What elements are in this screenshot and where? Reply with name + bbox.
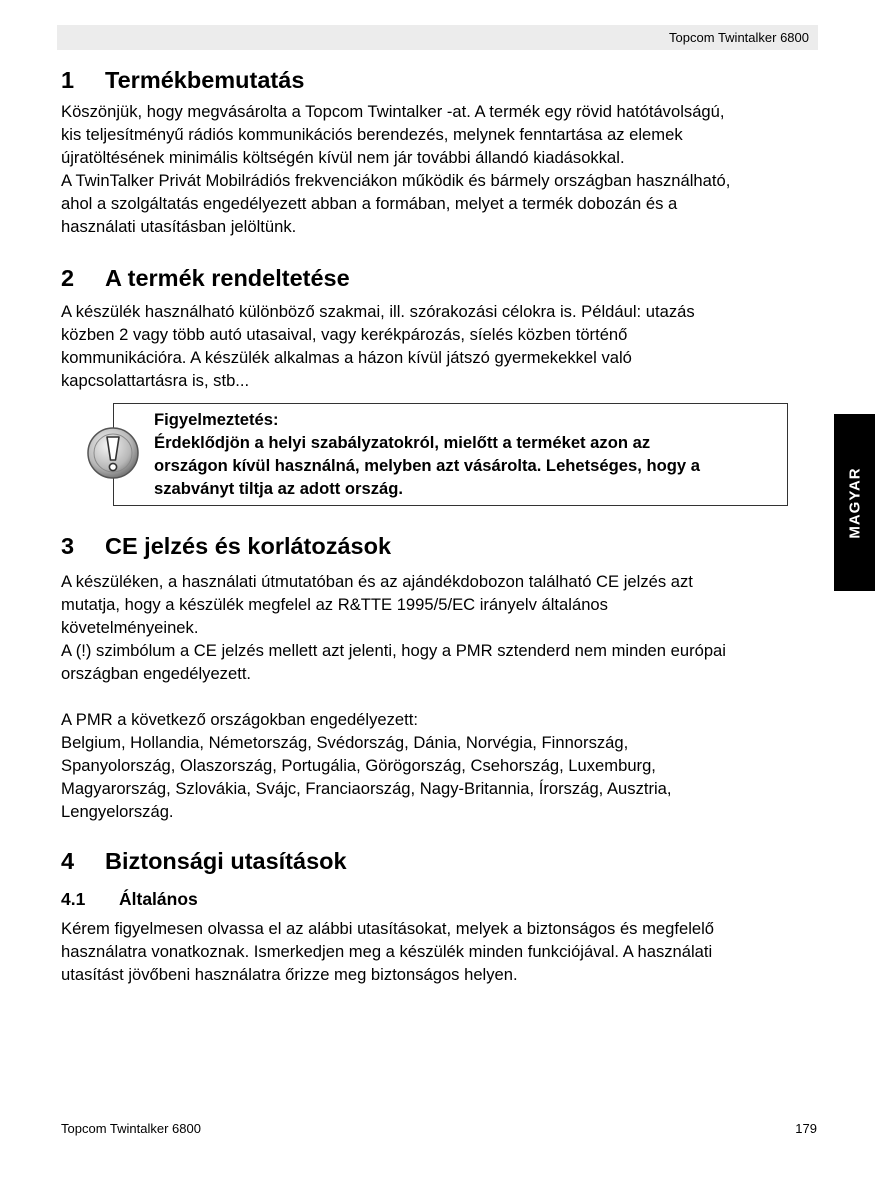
text-line: kapcsolattartásra is, stb... — [61, 371, 250, 390]
text-line: kommunikációra. A készülék alkalmas a házon kívül játszó gyermekekkel való — [61, 348, 632, 367]
section-title: CE jelzés és korlátozások — [105, 533, 392, 559]
text-line: Köszönjük, hogy megvásárolta a Topcom Twintalker -at. A termék egy rövid hatótávolságú, — [61, 102, 725, 121]
page-number: 179 — [795, 1121, 817, 1136]
exclamation-icon — [86, 426, 140, 480]
section-number: 3 — [61, 533, 75, 559]
text-line: utasítást jövőbeni használatra őrizze meg biztonságos helyen. — [61, 965, 518, 984]
section-2-body — [61, 300, 818, 392]
section-1-body — [61, 100, 818, 238]
warning-box — [113, 403, 788, 506]
section-number: 2 — [61, 265, 75, 291]
section-title: Általános — [119, 889, 198, 909]
language-tab-label: MAGYAR — [846, 466, 863, 539]
text-line: közben 2 vagy több autó utasaival, vagy kerékpározás, síelés közben történő — [61, 325, 628, 344]
page-header — [57, 25, 818, 50]
text-line: A TwinTalker Privát Mobilrádiós frekvenciákon működik és bármely országban használható, — [61, 171, 731, 190]
footer-product-name: Topcom Twintalker 6800 — [61, 1121, 201, 1136]
text-line: A PMR a következő országokban engedélyezett: — [61, 710, 418, 729]
section-3-country-list — [61, 708, 818, 823]
text-line: Kérem figyelmesen olvassa el az alábbi utasításokat, melyek a biztonságos és megfelelő — [61, 919, 715, 938]
section-number: 4 — [61, 848, 75, 874]
text-line: Magyarország, Szlovákia, Svájc, Franciaország, Nagy-Britannia, Írország, Ausztria, — [61, 779, 672, 798]
section-3-heading — [61, 532, 818, 560]
text-line: ahol a szolgáltatás engedélyezett abban a formában, melyet a termék dobozán és a — [61, 194, 678, 213]
section-1-heading — [61, 66, 818, 94]
section-title: Termékbemutatás — [105, 67, 305, 93]
text-line: Érdeklődjön a helyi szabályzatokról, mielőtt a terméket azon az — [154, 433, 651, 452]
text-line: használati utasításban jelöltünk. — [61, 217, 297, 236]
text-line: újratöltésének minimális költségén kívül nem jár további állandó kiadásokkal. — [61, 148, 625, 167]
section-4-heading — [61, 847, 818, 875]
section-title: Biztonsági utasítások — [105, 848, 347, 874]
section-2-heading — [61, 264, 818, 292]
text-line: Spanyolország, Olaszország, Portugália, Görögország, Csehország, Luxemburg, — [61, 756, 656, 775]
warning-text — [154, 408, 779, 500]
text-line: használatra vonatkoznak. Ismerkedjen meg a készülék minden funkciójával. A használati — [61, 942, 713, 961]
warning-title: Figyelmeztetés: — [154, 410, 279, 429]
text-line: mutatja, hogy a készülék megfelel az R&TTE 1995/5/EC irányelv általános — [61, 595, 608, 614]
text-line: Belgium, Hollandia, Németország, Svédország, Dánia, Norvégia, Finnország, — [61, 733, 629, 752]
text-line: A készülék használható különböző szakmai, ill. szórakozási célokra is. Például: utazás — [61, 302, 695, 321]
page-content — [61, 66, 818, 986]
text-line: szabványt tiltja az adott ország. — [154, 479, 403, 498]
language-tab — [834, 414, 875, 591]
section-3-body — [61, 570, 818, 685]
section-number: 1 — [61, 67, 75, 93]
text-line: országban engedélyezett. — [61, 664, 252, 683]
subsection-4-1-heading — [61, 888, 818, 910]
text-line: követelményeinek. — [61, 618, 199, 637]
header-product-name: Topcom Twintalker 6800 — [669, 30, 809, 45]
text-line: A (!) szimbólum a CE jelzés mellett azt jelenti, hogy a PMR sztenderd nem minden európai — [61, 641, 726, 660]
subsection-4-1-body — [61, 917, 818, 986]
section-number: 4.1 — [61, 889, 86, 909]
text-line: A készüléken, a használati útmutatóban és az ajándékdobozon található CE jelzés azt — [61, 572, 693, 591]
text-line: kis teljesítményű rádiós kommunikációs berendezés, melynek fenntartása az elemek — [61, 125, 683, 144]
text-line: országon kívül használná, melyben azt vásárolta. Lehetséges, hogy a — [154, 456, 700, 475]
section-title: A termék rendeltetése — [105, 265, 350, 291]
text-line: Lengyelország. — [61, 802, 174, 821]
